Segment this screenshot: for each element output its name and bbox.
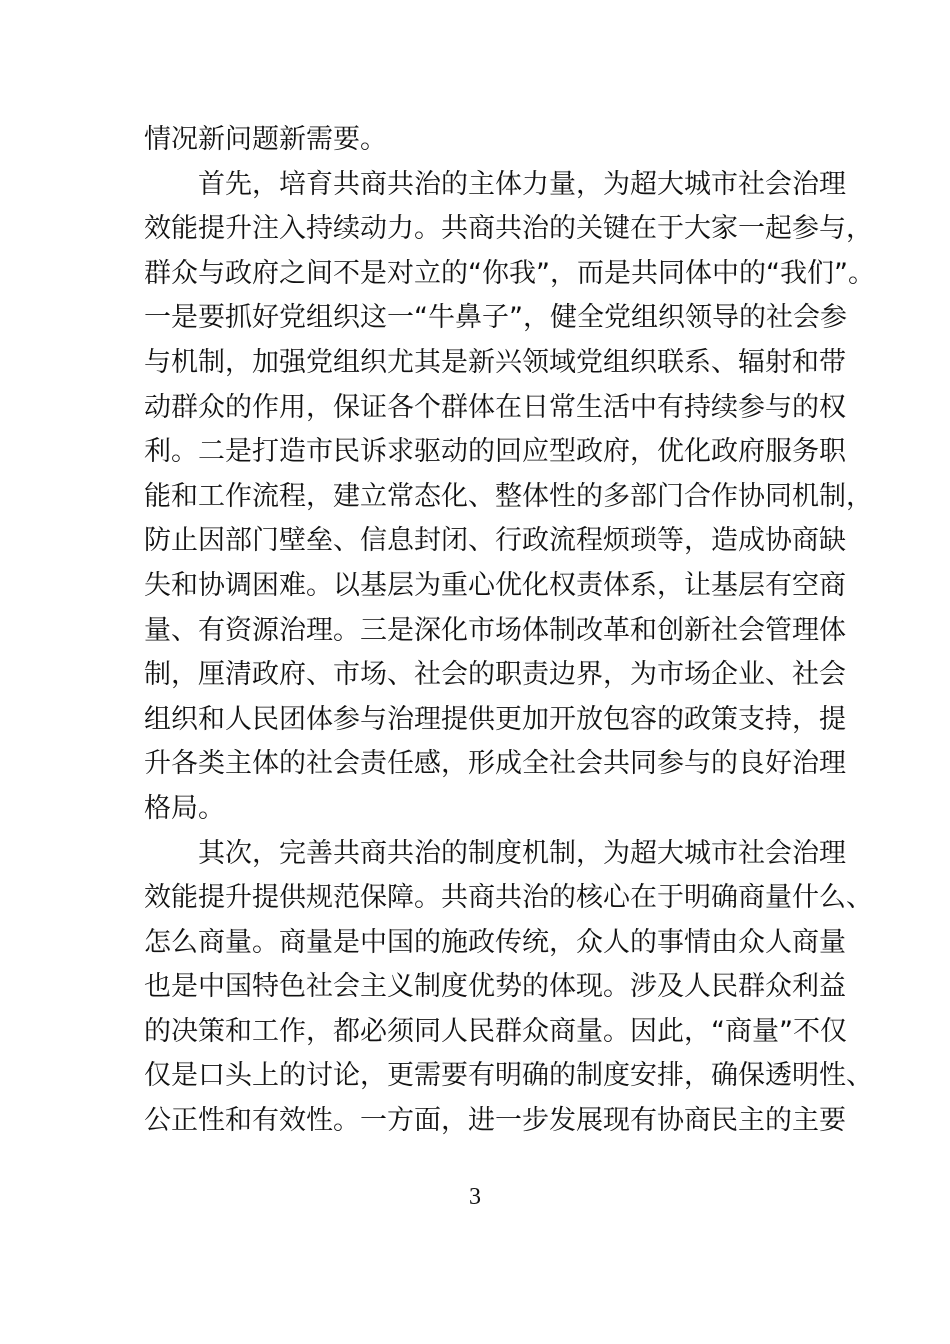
text-line: 格局。 [144, 792, 225, 824]
text-line: 群众与政府之间不是对立的“你我”，而是共同体中的“我们”。 [144, 257, 875, 289]
text-line: 怎么商量。商量是中国的施政传统，众人的事情由众人商量 [144, 926, 846, 958]
text-line: 效能提升提供规范保障。共商共治的核心在于明确商量什么、 [144, 882, 873, 914]
text-line: 防止因部门壁垒、信息封闭、行政流程烦琐等，造成协商缺 [144, 525, 846, 557]
text-line: 的决策和工作，都必须同人民群众商量。因此，“商量”不仅 [144, 1015, 847, 1047]
text-line: 组织和人民团体参与治理提供更加开放包容的政策支持，提 [144, 703, 846, 735]
text-line: 量、有资源治理。三是深化市场体制改革和创新社会管理体 [144, 614, 846, 646]
text-line: 仅是口头上的讨论，更需要有明确的制度安排，确保透明性、 [144, 1060, 873, 1092]
text-line: 与机制，加强党组织尤其是新兴领域党组织联系、辐射和带 [144, 346, 846, 378]
text-line: 情况新问题新需要。 [144, 124, 387, 155]
page-number: 3 [469, 1184, 481, 1210]
text-line: 公正性和有效性。一方面，进一步发展现有协商民主的主要 [144, 1105, 846, 1137]
text-line: 失和协调困难。以基层为重心优化权责体系，让基层有空商 [144, 569, 846, 601]
text-line: 效能提升注入持续动力。共商共治的关键在于大家一起参与， [144, 213, 873, 245]
text-line: 能和工作流程，建立常态化、整体性的多部门合作协同机制， [144, 480, 873, 512]
text-line: 也是中国特色社会主义制度优势的体现。涉及人民群众利益 [144, 971, 846, 1003]
text-line: 利。二是打造市民诉求驱动的回应型政府，优化政府服务职 [144, 436, 846, 468]
text-line: 制，厘清政府、市场、社会的职责边界，为市场企业、社会 [144, 659, 846, 691]
text-line: 升各类主体的社会责任感，形成全社会共同参与的良好治理 [144, 748, 846, 780]
text-line: 首先，培育共商共治的主体力量，为超大城市社会治理 [198, 168, 846, 200]
text-line: 一是要抓好党组织这一“牛鼻子”，健全党组织领导的社会参 [144, 302, 847, 334]
body-text [144, 118, 875, 1144]
text-line: 动群众的作用，保证各个群体在日常生活中有持续参与的权 [144, 391, 846, 423]
text-line: 其次，完善共商共治的制度机制，为超大城市社会治理 [198, 837, 846, 869]
